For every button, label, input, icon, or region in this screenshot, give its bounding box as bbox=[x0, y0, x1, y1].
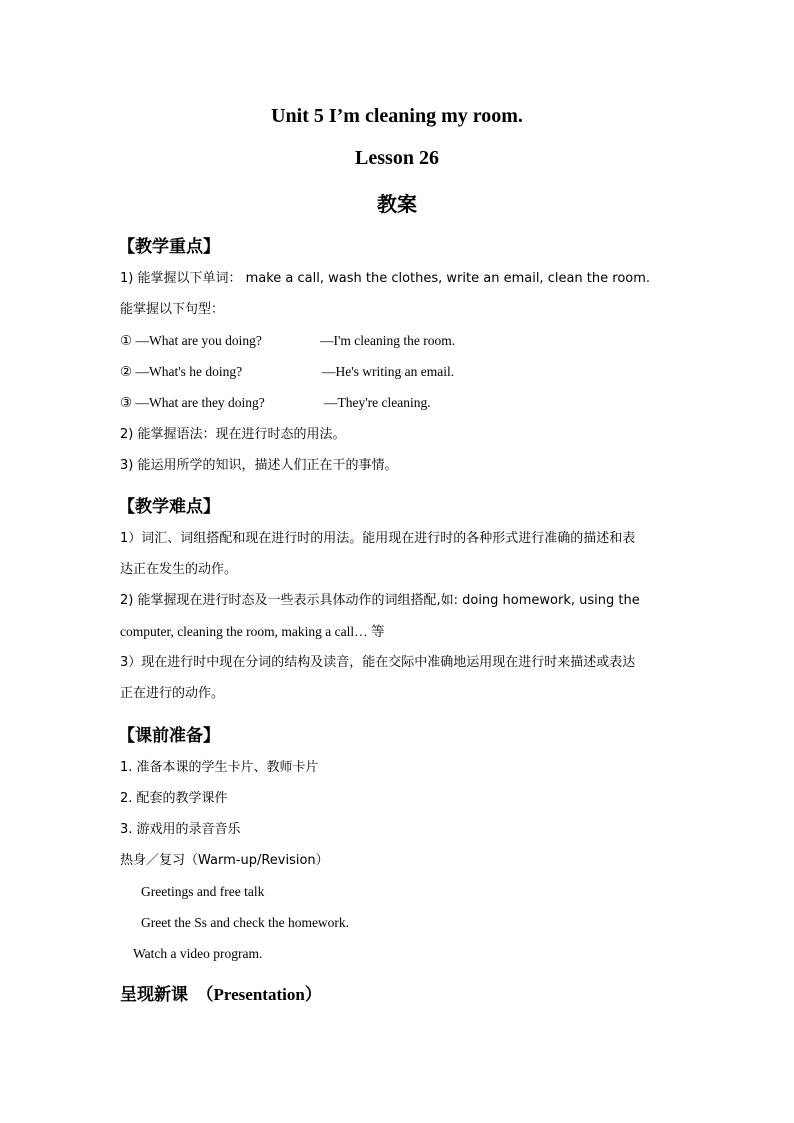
dialogue-3 bbox=[120, 394, 431, 412]
difficulty-line-5: 3）现在进行时中现在分词的结构及读音，能在交际中准确地运用现在进行时来描述或表达 bbox=[120, 655, 636, 670]
dialogue-3-question: ③ —What are they doing? bbox=[120, 395, 265, 410]
warmup-greetings: Greetings and free talk bbox=[141, 884, 265, 899]
warmup-video: Watch a video program. bbox=[133, 946, 263, 961]
difficulty-line-6: 正在进行的动作。 bbox=[120, 686, 225, 701]
lesson-title: Lesson 26 bbox=[355, 147, 439, 169]
focus-line-grammar: 2) 能掌握语法：现在进行时态的用法。 bbox=[120, 427, 346, 442]
difficulty-heading: 【教学难点】 bbox=[118, 497, 220, 517]
presentation-heading bbox=[120, 980, 322, 1005]
difficulty-line-3: 2) 能掌握现在进行时态及一些表示具体动作的词组搭配,如: doing homework, using the bbox=[120, 593, 640, 608]
dialogue-3-answer: —They're cleaning. bbox=[324, 395, 431, 410]
dialogue-2 bbox=[120, 363, 455, 381]
focus-line-patterns: 能掌握以下句型： bbox=[120, 302, 225, 317]
unit-title: Unit 5 I’m cleaning my room. bbox=[271, 105, 523, 127]
prep-item-3: 3. 游戏用的录音音乐 bbox=[120, 822, 241, 837]
difficulty-line-2: 达正在发生的动作。 bbox=[120, 562, 238, 577]
dialogue-2-answer: —He's writing an email. bbox=[322, 364, 455, 379]
dialogue-2-question: ② —What's he doing? bbox=[120, 364, 243, 379]
focus-line-words: 1) 能掌握以下单词： make a call, wash the clothes, write an email, clean the room. bbox=[120, 271, 651, 286]
difficulty-line-4: computer, cleaning the room, making a call… 等 bbox=[120, 624, 385, 639]
lesson-plan-subtitle: 教案 bbox=[377, 192, 417, 216]
dialogue-1-question: ① —What are you doing? bbox=[120, 333, 262, 348]
presentation-heading-en: （Presentation） bbox=[196, 985, 322, 1004]
prep-heading: 【课前准备】 bbox=[118, 726, 220, 746]
prep-item-1: 1. 准备本课的学生卡片、教师卡片 bbox=[120, 760, 319, 775]
difficulty-line-1: 1）词汇、词组搭配和现在进行时的用法。能用现在进行时的各种形式进行准确的描述和表 bbox=[120, 531, 636, 546]
warmup-heading: 热身／复习（Warm-up/Revision） bbox=[120, 853, 329, 868]
dialogue-1 bbox=[120, 332, 456, 350]
focus-line-describe: 3) 能运用所学的知识，描述人们正在干的事情。 bbox=[120, 458, 398, 473]
focus-heading: 【教学重点】 bbox=[118, 237, 220, 257]
warmup-homework: Greet the Ss and check the homework. bbox=[141, 915, 350, 930]
prep-item-2: 2. 配套的教学课件 bbox=[120, 791, 228, 806]
dialogue-1-answer: —I'm cleaning the room. bbox=[320, 333, 456, 348]
presentation-heading-cn: 呈现新课 bbox=[120, 985, 188, 1005]
